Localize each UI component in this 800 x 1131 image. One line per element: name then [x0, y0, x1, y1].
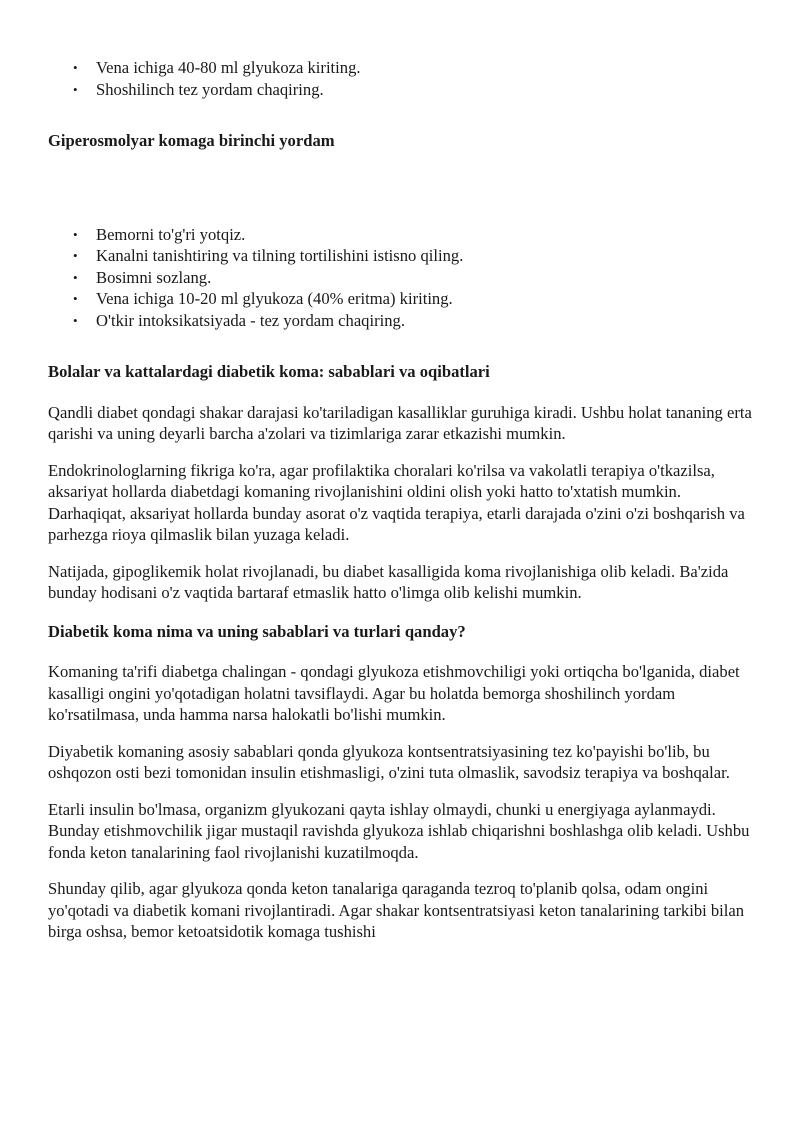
list-item: [73, 224, 760, 246]
list-item: [73, 310, 760, 332]
paragraph: Diyabetik komaning asosiy sabablari qonda glyukoza kontsentratsiyasining tez ko'payishi bo'lib, bu oshqozon osti bezi tomonidan insulin etishmasligi, o'zini tuta olmaslik, savodsiz terapiya va boshqalar.: [48, 741, 730, 782]
section-heading-definition-types: Diabetik koma nima va uning sabablari va turlari qanday?: [48, 621, 466, 641]
bullet-icon: •: [73, 226, 78, 242]
list-item-text: Vena ichiga 40-80 ml glyukoza kiriting.: [96, 58, 361, 77]
paragraph: Etarli insulin bo'lmasa, organizm glyukozani qayta ishlay olmaydi, chunki u energiyaga aylanmaydi. Bunday etishmovchilik jigar mustaqil ravishda glyukoza ishlab chiqarishni boshlashga olib keladi. Ushbu fonda keton tanalarining faol rivojlanishi kuzatilmoqda.: [48, 799, 750, 862]
paragraph: Qandli diabet qondagi shakar darajasi ko'tariladigan kasalliklar guruhiga kiradi. Ushbu holat tananing erta qarishi va uning deyarli barcha a'zolari va tizimlariga zarar etkazishi mumkin.: [48, 402, 752, 443]
list-item: [73, 267, 760, 289]
list-item-text: Vena ichiga 10-20 ml glyukoza (40% eritma) kiriting.: [96, 289, 453, 308]
first-aid-list-hyperosmolar: [48, 224, 760, 332]
first-aid-list-hypoglycemic: [48, 57, 760, 100]
list-item: [73, 288, 760, 310]
list-item-text: O'tkir intoksikatsiyada - tez yordam chaqiring.: [96, 310, 405, 330]
list-item: [73, 79, 760, 101]
paragraph: Shunday qilib, agar glyukoza qonda keton tanalariga qaraganda tezroq to'planib qolsa, odam ongini yo'qotadi va diabetik komani rivojlantiradi. Agar shakar kontsentratsiyasi keton tanalarining tarkibi bilan birga oshsa, bemor ketoatsidotik komaga tushishi: [48, 879, 745, 941]
paragraph: Komaning ta'rifi diabetga chalingan - qondagi glyukoza etishmovchiligi yoki ortiqcha bo'lganida, diabet kasalligi ongini yo'qotadigan holatni tavsiflaydi. Agar bu holatda bemorga shoshilinch yordam ko'rsatilmasa, unda hamma narsa halokatli bo'lishi mumkin.: [48, 662, 740, 724]
list-item-text: Shoshilinch tez yordam chaqiring.: [96, 79, 324, 99]
bullet-icon: •: [73, 269, 78, 285]
paragraph: Natijada, gipoglikemik holat rivojlanadi, bu diabet kasalligida koma rivojlanishiga olib keladi. Ba'zida bunday hodisani o'z vaqtida bartaraf etmaslik hatto o'limga olib kelishi mumkin.: [48, 561, 729, 602]
bullet-icon: •: [73, 248, 78, 263]
section-heading-hyperosmolar: Giperosmolyar komaga birinchi yordam: [48, 131, 335, 150]
bullet-icon: •: [73, 312, 78, 328]
list-item: [73, 245, 760, 267]
bullet-icon: •: [73, 291, 78, 306]
list-item-text: Kanalni tanishtiring va tilning tortilishini istisno qiling.: [96, 246, 464, 265]
list-item-text: Bemorni to'g'ri yotqiz.: [96, 224, 246, 244]
bullet-icon: •: [73, 81, 78, 97]
bullet-icon: •: [73, 60, 78, 75]
list-item: [73, 57, 760, 79]
document-page: [48, 57, 760, 943]
paragraph: Endokrinologlarning fikriga ko'ra, agar profilaktika choralari ko'rilsa va vakolatli terapiya o'tkazilsa, aksariyat hollarda diabetdagi komaning rivojlanishini oldini olish yoki hatto to'xtatish mumkin. Darhaqiqat, aksariyat hollarda bunday asorat o'z vaqtida terapiya, etarli darajada o'zini o'zi boshqarish va parhezga rioya qilmaslik bilan yuzaga keladi.: [48, 460, 745, 544]
list-item-text: Bosimni sozlang.: [96, 267, 212, 287]
section-heading-causes-consequences: Bolalar va kattalardagi diabetik koma: sabablari va oqibatlari: [48, 362, 490, 381]
